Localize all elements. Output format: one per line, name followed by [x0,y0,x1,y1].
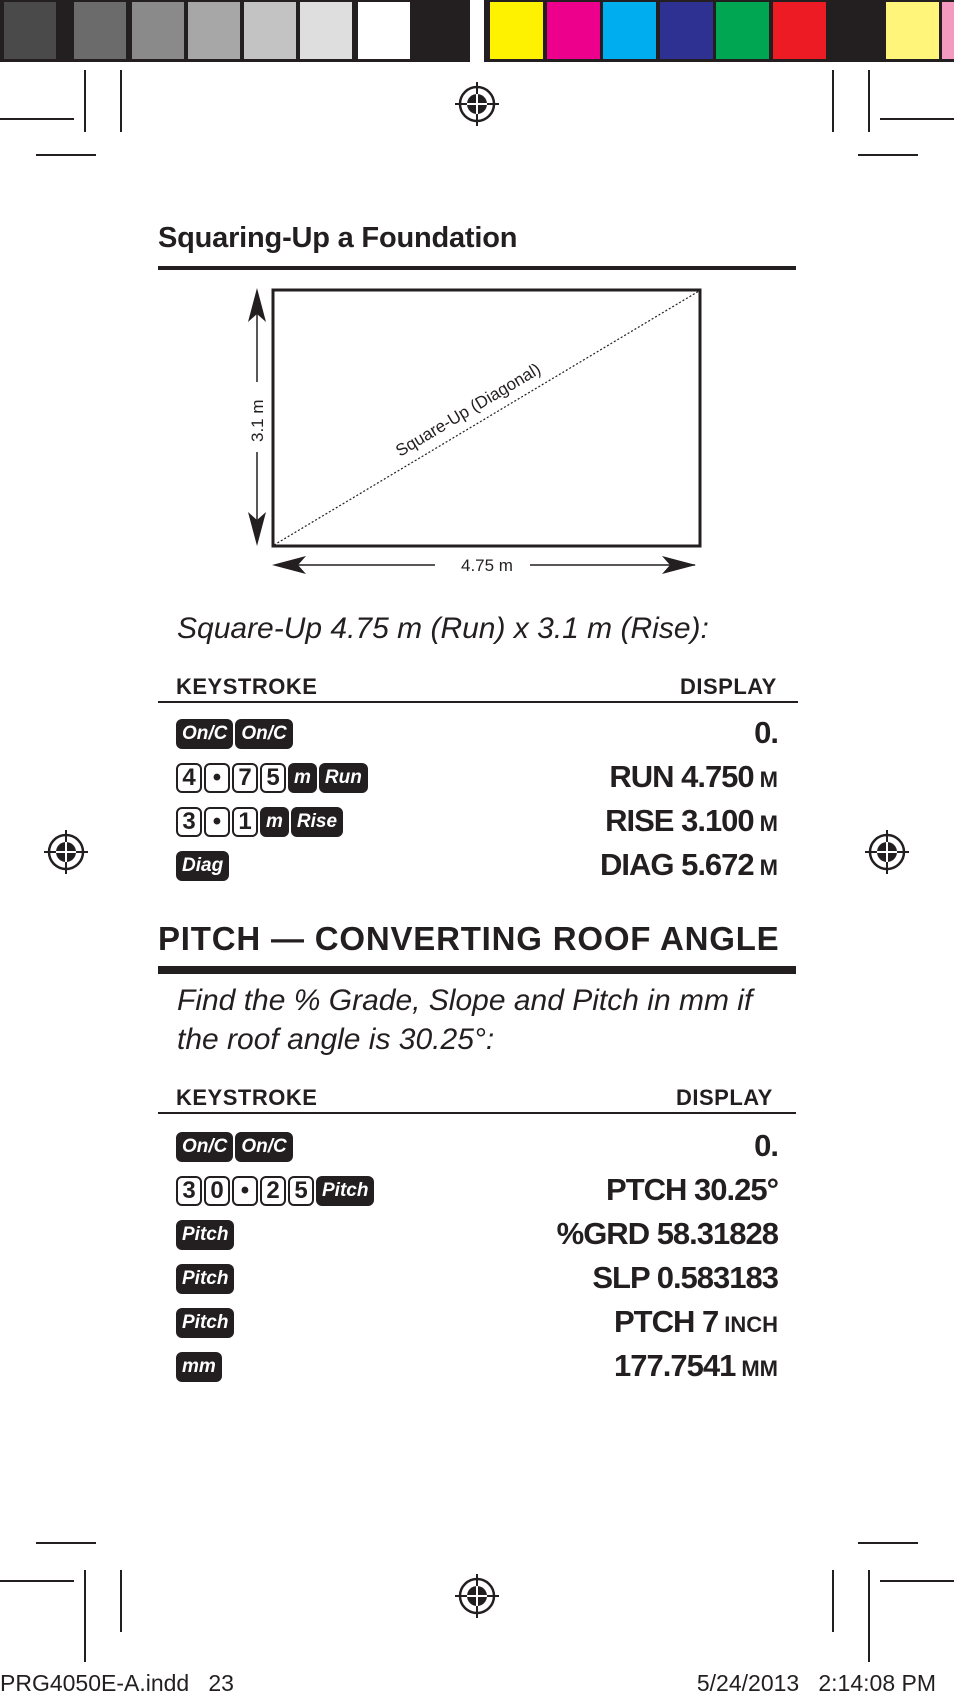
process-swatch [603,2,656,59]
registration-mark-icon [455,82,499,126]
key-function: Pitch [176,1264,234,1294]
process-swatch [716,2,769,59]
title-rule [158,266,796,270]
key-digit: • [204,807,230,837]
diagonal-line [274,291,699,545]
keystroke-sequence [176,763,368,793]
display-value [606,1172,778,1208]
keystroke-sequence [176,1132,293,1162]
keystroke-row [176,1216,778,1256]
display-text: RISE 3.100 [605,803,754,838]
keystroke-sequence [176,1352,222,1382]
display-text: 177.7541 [614,1348,736,1383]
crop-mark [858,154,918,156]
keystroke-row [176,1348,778,1388]
display-text: RUN 4.750 [609,759,754,794]
key-function: mm [176,1352,222,1382]
display-unit: M [759,767,778,792]
keystroke-sequence [176,1220,234,1250]
crop-mark [120,1570,122,1632]
footer-file-info: PRG4050E-A.indd 23 [0,1670,234,1696]
crop-mark [120,70,122,132]
key-function: Diag [176,851,229,881]
key-function: On/C [176,719,233,749]
printer-color-bar [0,0,954,62]
key-function: Pitch [176,1220,234,1250]
rise-dimension-label: 3.1 m [248,399,267,442]
key-function: Rise [291,807,343,837]
keystroke-sequence [176,1264,234,1294]
key-digit: 5 [260,763,286,793]
process-swatch [886,2,939,59]
key-function: Pitch [316,1176,374,1206]
crop-mark [0,1580,74,1582]
key-digit: 1 [232,807,258,837]
gray-swatch [358,2,410,59]
key-digit: 0 [204,1176,230,1206]
key-digit: • [232,1176,258,1206]
registration-mark-icon [865,830,909,874]
key-digit: 3 [176,1176,202,1206]
title-rule [158,966,796,974]
display-value [614,1348,778,1384]
process-swatch [660,2,713,59]
key-digit: 3 [176,807,202,837]
crop-mark [858,1542,918,1544]
crop-mark [868,70,870,132]
display-value [754,715,778,751]
crop-mark [832,1570,834,1632]
process-swatch [942,2,954,59]
process-swatch [490,2,543,59]
table-header-rule [158,701,798,703]
keystroke-sequence [176,1176,374,1206]
display-header: DISPLAY [676,1085,773,1110]
keystroke-row [176,847,778,887]
key-digit: • [204,763,230,793]
run-dimension-label: 4.75 m [461,556,513,575]
example-subtitle-pitch-line2: the roof angle is 30.25°: [177,1023,495,1056]
display-value [557,1216,778,1252]
display-text: PTCH 7 [613,1304,719,1339]
crop-mark [880,118,954,120]
keystroke-row [176,759,778,799]
gray-swatch [74,2,126,59]
display-unit: M [759,811,778,836]
keystroke-row [176,1304,778,1344]
display-unit: INCH [724,1312,778,1337]
display-text: DIAG 5.672 [599,847,754,882]
keystroke-header: KEYSTROKE [176,1085,318,1110]
crop-mark [84,1570,86,1662]
display-unit: M [759,855,778,880]
keystroke-row [176,1260,778,1300]
display-text: PTCH 30.25° [606,1172,778,1207]
keystroke-sequence [176,719,293,749]
crop-mark [832,70,834,132]
display-value [592,1260,778,1296]
section-title-squaring: Squaring-Up a Foundation [158,222,518,254]
foundation-diagram [230,282,710,582]
process-swatch [547,2,600,59]
gray-swatch [132,2,184,59]
process-swatch [773,2,826,59]
gray-swatch [300,2,352,59]
crop-mark [0,118,74,120]
keystroke-sequence [176,851,229,881]
keystroke-sequence [176,1308,234,1338]
display-text: 0. [754,715,778,750]
keystroke-sequence [176,807,343,837]
display-value [605,803,778,839]
process-swatch [829,2,882,59]
display-header: DISPLAY [680,674,777,699]
key-function: On/C [176,1132,233,1162]
gray-swatch [4,2,56,59]
crop-mark [84,70,86,132]
registration-mark-icon [455,1574,499,1618]
key-function: On/C [235,1132,292,1162]
key-digit: 4 [176,763,202,793]
display-text: SLP 0.583183 [592,1260,778,1295]
diagonal-label: Square-Up (Diagonal) [392,359,545,461]
display-text: 0. [754,1128,778,1163]
crop-mark [880,1580,954,1582]
keystroke-row [176,1128,778,1168]
key-function: m [260,807,289,837]
key-digit: 2 [260,1176,286,1206]
display-value [600,847,778,883]
keystroke-row [176,715,778,755]
crop-mark [868,1570,870,1662]
display-text: %GRD 58.31828 [556,1216,778,1251]
example-subtitle-pitch-line1: Find the % Grade, Slope and Pitch in mm if [177,984,753,1017]
gray-swatch [244,2,296,59]
table-header-rule [158,1112,796,1114]
key-function: On/C [235,719,292,749]
display-value [614,1304,778,1340]
footer-timestamp: 5/24/2013 2:14:08 PM [696,1670,936,1696]
key-digit: 5 [288,1176,314,1206]
key-function: Run [319,763,368,793]
crop-mark [36,154,96,156]
key-function: Pitch [176,1308,234,1338]
display-value [754,1128,778,1164]
crop-mark [36,1542,96,1544]
display-unit: MM [741,1356,778,1381]
example-subtitle-squaring: Square-Up 4.75 m (Run) x 3.1 m (Rise): [177,612,709,645]
keystroke-header: KEYSTROKE [176,674,318,699]
section-title-pitch: PITCH — CONVERTING ROOF ANGLE [158,920,780,957]
keystroke-row [176,1172,778,1212]
key-digit: 7 [232,763,258,793]
gray-swatch [188,2,240,59]
keystroke-row [176,803,778,843]
key-function: m [288,763,317,793]
registration-mark-icon [44,830,88,874]
display-value [609,759,778,795]
